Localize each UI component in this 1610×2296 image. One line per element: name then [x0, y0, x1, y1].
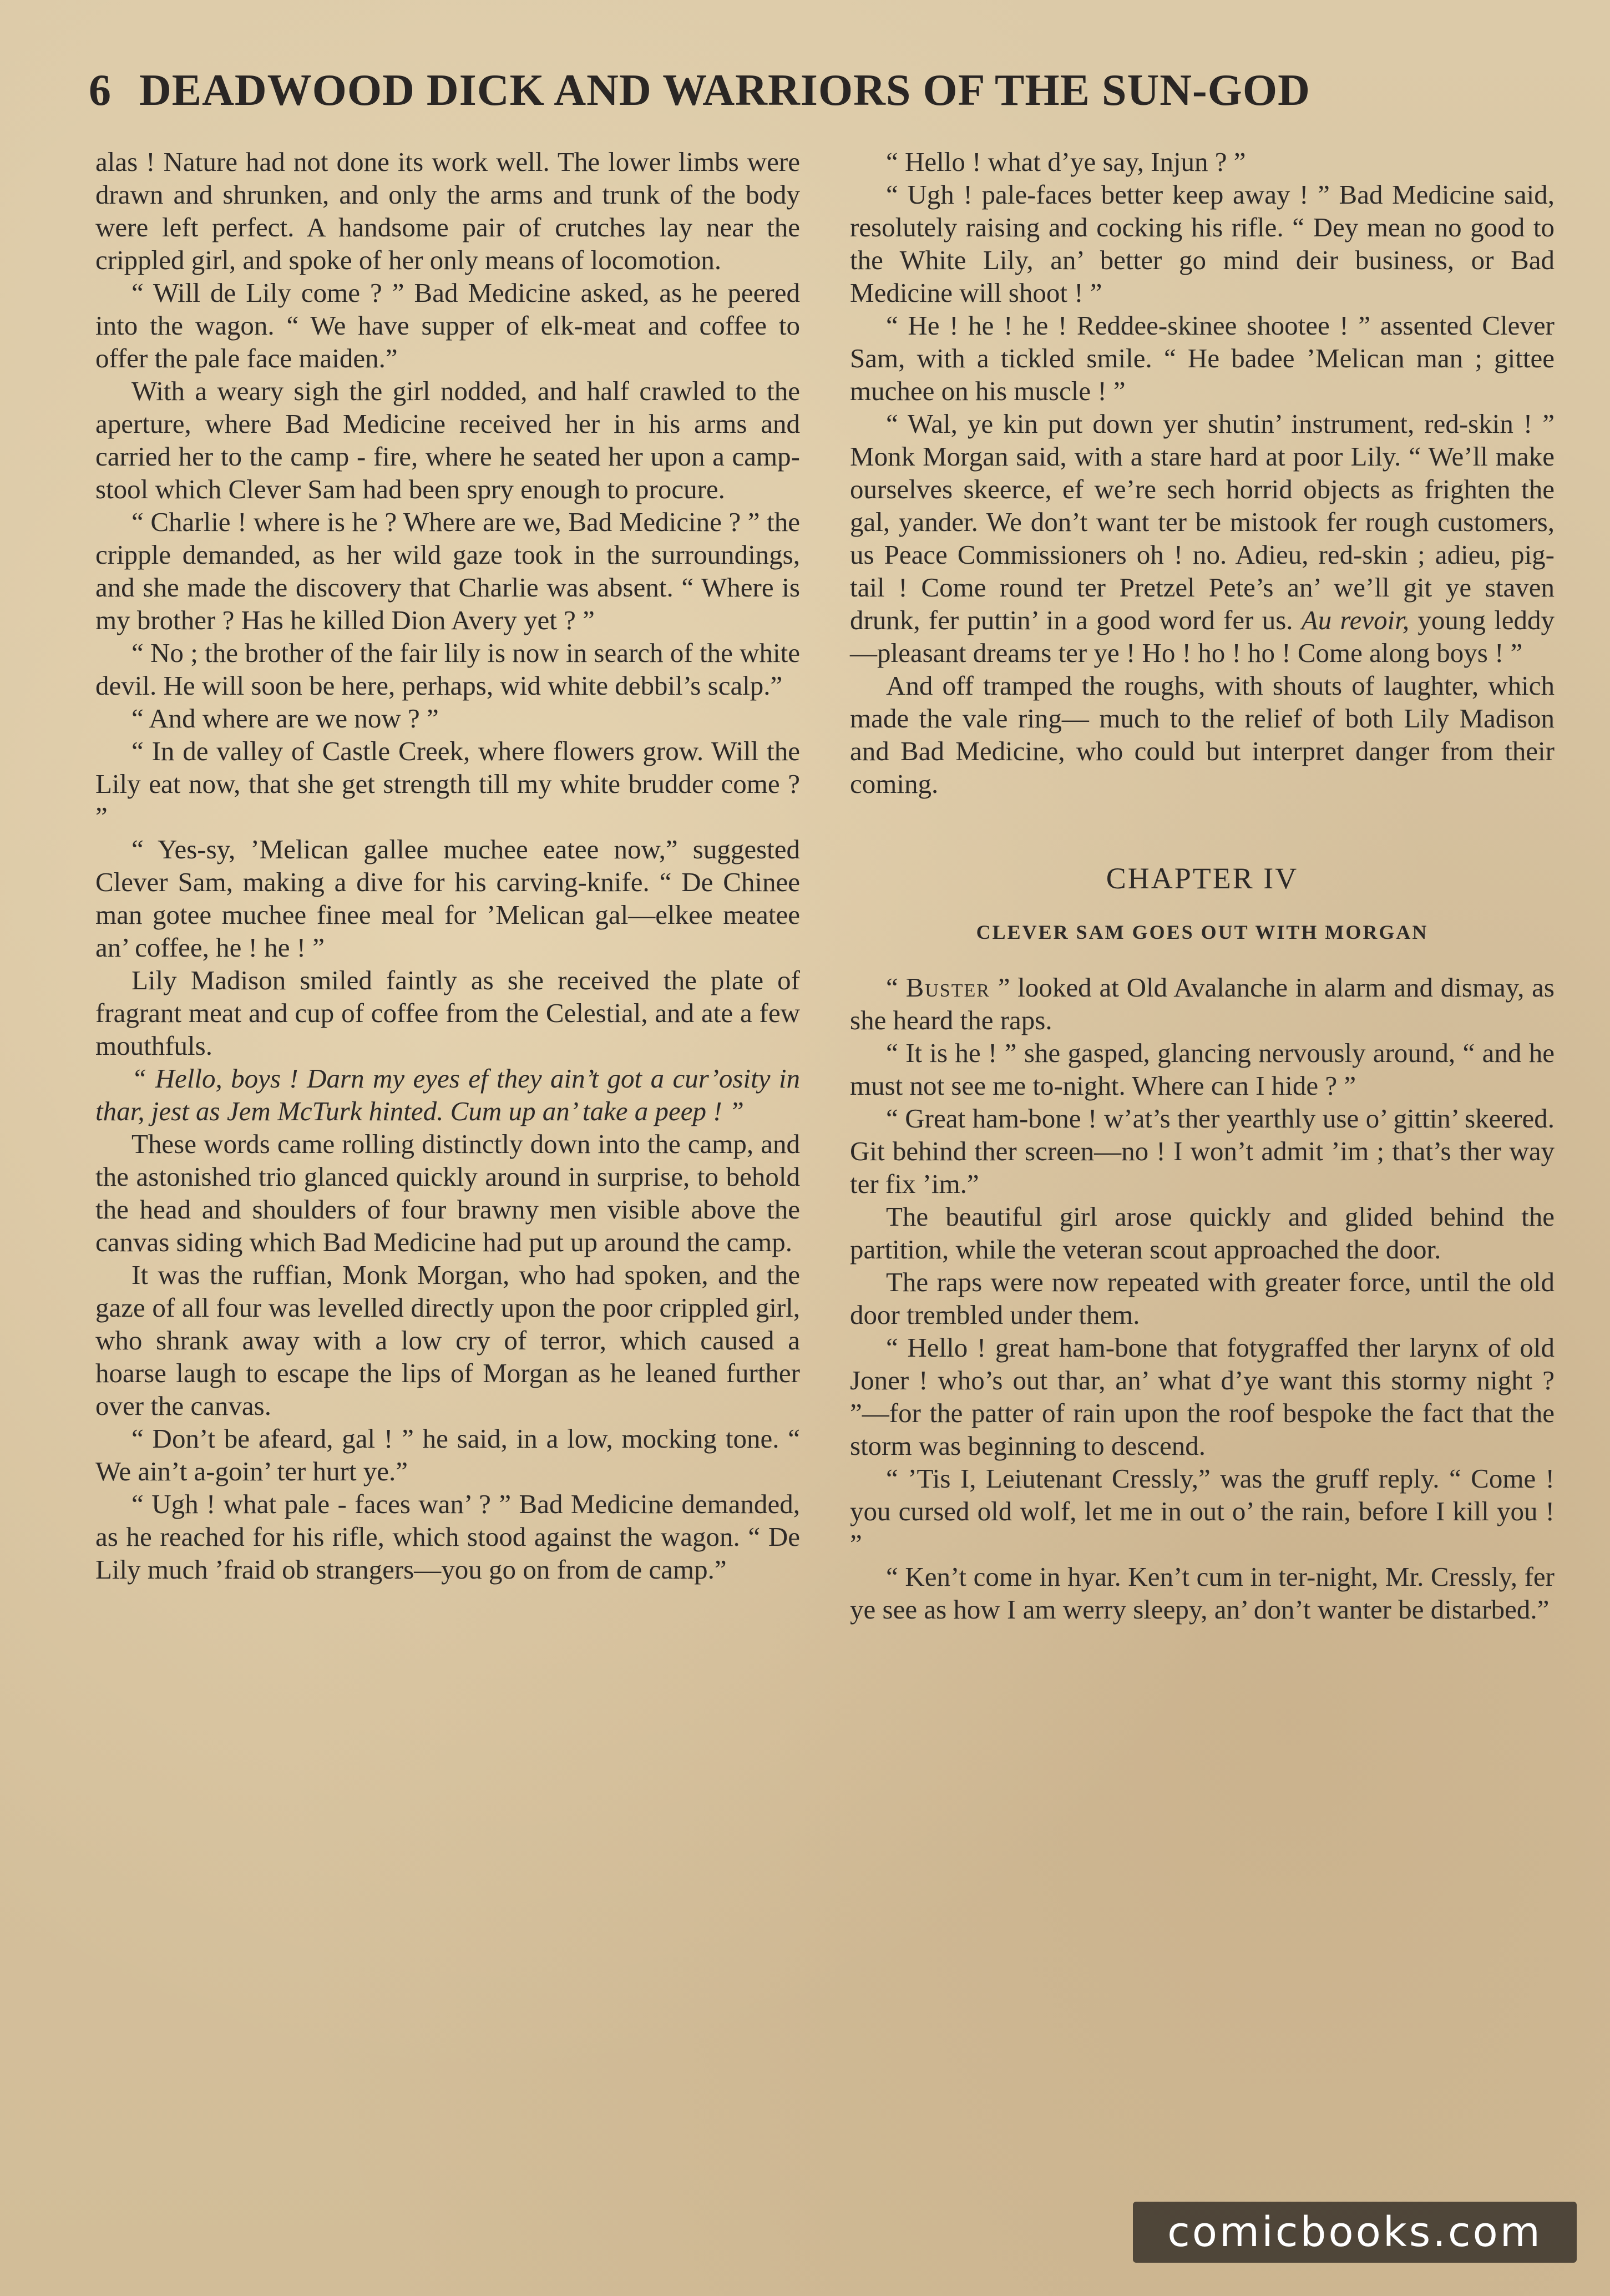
paragraph: With a weary sigh the girl nodded, and half crawled to the aperture, where Bad Medicine received her in his arms and carried her to the camp - fire, where he seated her upon a camp-stool which Clever Sam had been spry enough to procure. — [95, 376, 800, 504]
paragraph: “ And where are we now ? ” — [131, 703, 439, 734]
paragraph: “ He ! he ! he ! Reddee-skinee shootee ! ” assented Clever Sam, with a tickled smile. “ He badee ’Melican man ; gittee muchee on his muscle ! ” — [850, 310, 1555, 406]
chapter-heading: CHAPTER IV — [1106, 862, 1299, 895]
watermark: comicbooks.com — [1133, 2202, 1577, 2263]
left-column — [95, 145, 800, 1586]
paragraph-text: ” looked at Old Avalanche in alarm and dismay, as she heard the raps. — [850, 972, 1555, 1035]
paragraph: “ Buster ” looked at Old Avalanche in alarm and dismay, as she heard the raps. — [850, 972, 1555, 1035]
paragraph-text: young leddy—pleasant dreams ter ye ! Ho ! ho ! ho ! Come along boys ! ” — [850, 605, 1555, 668]
paragraph-text: “ Wal, ye kin put down yer shutin’ instrument, red-skin ! ” Monk Morgan said, with a stare hard at poor Lily. “ We’ll make ourselves skeerce, ef we’re sech horrid objects as frighten the gal, yander. We don’t want ter be mistook fer rough customers, us Peace Commissioners oh ! no. Adieu, red-skin ; adieu, pig-tail ! Come round ter Pretzel Pete’s an’ we’ll git ye staven drunk, fer puttin’ in a good word fer us. — [850, 408, 1555, 635]
paragraph: It was the ruffian, Monk Morgan, who had spoken, and the gaze of all four was levelled directly upon the poor crippled girl, who shrank away with a low cry of terror, which caused a hoarse laugh to escape the lips of Morgan as he leaned further over the canvas. — [95, 1260, 800, 1421]
paragraph: “ ’Tis I, Leiutenant Cressly,” was the gruff reply. “ Come ! you cursed old wolf, let me in out o’ the rain, before I kill you ! ” — [850, 1463, 1555, 1559]
paragraph: The raps were now repeated with greater force, until the old door trembled under them. — [850, 1267, 1555, 1330]
italic-phrase: Au revoir, — [1301, 605, 1410, 635]
paragraph: Lily Madison smiled faintly as she received the plate of fragrant meat and cup of coffee from the Celestial, and ate a few mouthfuls. — [95, 965, 800, 1061]
paragraph: “ Ugh ! what pale - faces wan’ ? ” Bad Medicine demanded, as he reached for his rifle, which stood against the wagon. “ De Lily much ’fraid ob strangers—you go on from de camp.” — [95, 1489, 800, 1585]
paragraph: “ Great ham-bone ! w’at’s ther yearthly use o’ gittin’ skeered. Git behind ther screen—no ! I won’t admit ’im ; that’s ther way ter fix ’im.” — [850, 1103, 1555, 1199]
paragraph: “ Ken’t come in hyar. Ken’t cum in ter-night, Mr. Cressly, fer ye see as how I am werry sleepy, an’ don’t wanter be distarbed.” — [850, 1561, 1555, 1625]
paragraph: And off tramped the roughs, with shouts of laughter, which made the vale ring— much to the relief of both Lily Madison and Bad Medicine, who could but interpret danger from their coming. — [850, 670, 1555, 799]
paragraph: “ It is he ! ” she gasped, glancing nervously around, “ and he must not see me to-night. Where can I hide ? ” — [850, 1038, 1555, 1101]
page-number: 6 — [89, 66, 112, 115]
paragraph: “ No ; the brother of the fair lily is now in search of the white devil. He will soon be here, perhaps, wid white debbil’s scalp.” — [95, 638, 800, 701]
paragraph: “ Charlie ! where is he ? Where are we, Bad Medicine ? ” the cripple demanded, as her wild gaze took in the surroundings, and she made the discovery that Charlie was absent. “ Where is my brother ? Has he killed Dion Avery yet ? ” — [95, 507, 800, 635]
paragraph-italic — [95, 1062, 800, 1127]
paragraph: “ Don’t be afeard, gal ! ” he said, in a low, mocking tone. “ We ain’t a-goin’ ter hurt ye.” — [95, 1423, 800, 1486]
paragraph — [850, 407, 1555, 669]
chapter-subtitle: CLEVER SAM GOES OUT WITH MORGAN — [976, 921, 1429, 943]
paragraph: “ Hello ! what d’ye say, Injun ? ” — [886, 146, 1246, 177]
paragraph: alas ! Nature had not done its work well. The lower limbs were drawn and shrunken, and only the arms and trunk of the body were left perfect. A handsome pair of crutches lay near the crippled girl, and spoke of her only means of locomotion. — [95, 146, 800, 275]
paragraph: “ In de valley of Castle Creek, where flowers grow. Will the Lily eat now, that she get strength till my white brudder come ? ” — [95, 736, 800, 832]
paragraph: “ Ugh ! pale-faces better keep away ! ” Bad Medicine said, resolutely raising and cocking his rifle. “ Dey mean no good to the White Lily, an’ better go mind deir business, or Bad Medicine will shoot ! ” — [850, 179, 1555, 308]
running-header — [89, 65, 1509, 132]
right-column — [850, 145, 1555, 1626]
paragraph: These words came rolling distinctly down into the camp, and the astonished trio glanced quickly around in surprise, to behold the head and shoulders of four brawny men visible above the canvas siding which Bad Medicine had put up around the camp. — [95, 1129, 800, 1257]
paragraph: “ Will de Lily come ? ” Bad Medicine asked, as he peered into the wagon. “ We have supper of elk-meat and coffee to offer the pale face maiden.” — [95, 277, 800, 373]
running-title: DEADWOOD DICK AND WARRIORS OF THE SUN-GOD — [139, 66, 1310, 115]
paragraph: The beautiful girl arose quickly and glided behind the partition, while the veteran scout approached the door. — [850, 1201, 1555, 1265]
italic-quote: “ Hello, boys ! Darn my eyes ef they ain’t got a cur’osity in thar, jest as Jem McTurk hinted. Cum up an’ take a peep ! ” — [95, 1063, 800, 1126]
small-caps-name: Buster — [905, 972, 990, 1003]
paragraph: “ Yes-sy, ’Melican gallee muchee eatee now,” suggested Clever Sam, making a dive for his carving-knife. “ De Chinee man gotee muchee finee meal for ’Melican gal—elkee meatee an’ coffee, he ! he ! ” — [95, 834, 800, 963]
paragraph: “ Hello ! great ham-bone that fotygraffed ther larynx of old Joner ! who’s out thar, an’ what d’ye want this stormy night ? ”—for the patter of rain upon the roof bespoke the fact that the storm was beginning to descend. — [850, 1332, 1555, 1461]
